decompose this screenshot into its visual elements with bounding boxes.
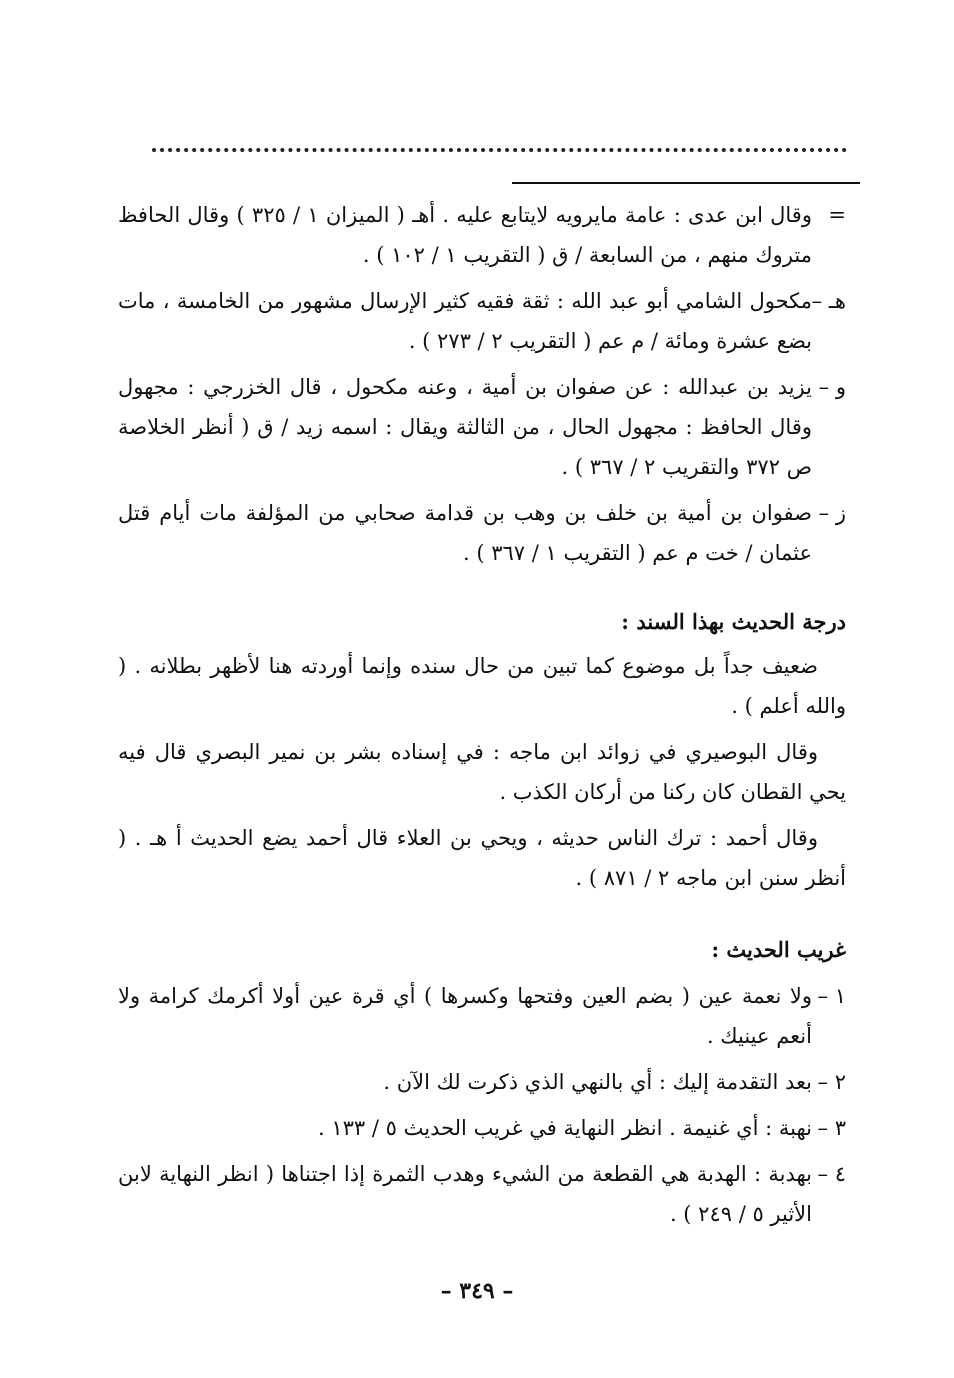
list-item: [118, 976, 846, 1056]
paragraph: وقال أحمد : ترك الناس حديثه ، ويحي بن العلاء قال أحمد يضع الحديث أ هـ . ( أنظر سنن ابن ماجه ٢ / ٨٧١ ) .: [118, 826, 846, 890]
footnote-mark: =: [828, 203, 846, 227]
item-text: بعد التقدمة إليك : أي بالنهي الذي ذكرت لك الآن .: [383, 1070, 812, 1094]
paragraph: وقال البوصيري في زوائد ابن ماجه : في إسناده بشر بن نمير البصري قال فيه يحي القطان كان ركنا من أركان الكذب .: [118, 740, 846, 804]
dotted-separator: [152, 148, 847, 152]
section-heading: غريب الحديث :: [711, 937, 846, 962]
item-number: ٢ –: [817, 1070, 846, 1094]
list-item: [118, 1154, 846, 1234]
list-item: [118, 1062, 846, 1102]
list-item: [118, 1108, 846, 1148]
item-text: بهدبة : الهدبة هي القطعة من الشيء وهدب الثمرة إذا اجتناها ( انظر النهاية لابن الأثير ٥ / ٢٤٩ ) .: [118, 1162, 812, 1226]
gharib-section: [118, 930, 846, 1234]
footnote-zay: [118, 493, 846, 573]
item-number: ٤ –: [817, 1162, 846, 1186]
item-text: نهبة : أي غنيمة . انظر النهاية في غريب الحديث ٥ / ١٣٣ .: [318, 1116, 812, 1140]
footnote-text: صفوان بن أمية بن خلف بن وهب بن قدامة صحابي من المؤلفة مات أيام قتل عثمان / خت م عم ( التقريب ١ / ٣٦٧ ) .: [118, 501, 812, 565]
footnotes-section: [118, 195, 846, 573]
section-heading: درجة الحديث بهذا السند :: [621, 609, 846, 634]
page-number: – ٣٤٩ –: [440, 1278, 514, 1304]
footnote-waw: [118, 367, 846, 487]
footnote-rule: [512, 182, 860, 184]
item-number: ٣ –: [817, 1116, 846, 1140]
footnote-ha: [118, 281, 846, 361]
item-number: ١ –: [817, 984, 846, 1008]
footnote-text: وقال ابن عدى : عامة مايرويه لايتابع عليه . أهـ ( الميزان ١ / ٣٢٥ ) وقال الحافظ متروك منهم ، من السابعة / ق ( التقريب ١ / ١٠٢ ) .: [118, 203, 812, 267]
footnote-text: مكحول الشامي أبو عبد الله : ثقة فقيه كثير الإرسال مشهور من الخامسة ، مات بضع عشرة ومائة / م عم ( التقريب ٢ / ٢٧٣ ) .: [118, 289, 812, 353]
item-text: ولا نعمة عين ( بضم العين وفتحها وكسرها ) أي قرة عين أولا أكرمك كرامة ولا أنعم عينيك .: [118, 984, 812, 1048]
grade-section: [118, 602, 846, 898]
footnote-text: يزيد بن عبدالله : عن صفوان بن أمية ، وعنه مكحول ، قال الخزرجي : مجهول وقال الحافظ : مجهول الحال ، من الثالثة ويقال : اسمه زيد / ق ( أنظر الخلاصة ص ٣٧٢ والتقريب ٢ / ٣٦٧ ) .: [118, 375, 812, 479]
footnote-mark: هـ –: [811, 289, 846, 313]
footnote-mark: ز –: [818, 501, 846, 525]
footnote-continuation: [118, 195, 846, 275]
paragraph: ضعيف جداً بل موضوع كما تبين من حال سنده وإنما أوردته هنا لأظهر بطلانه . ( والله أعلم ) .: [118, 654, 846, 718]
footnote-mark: و –: [818, 375, 846, 399]
